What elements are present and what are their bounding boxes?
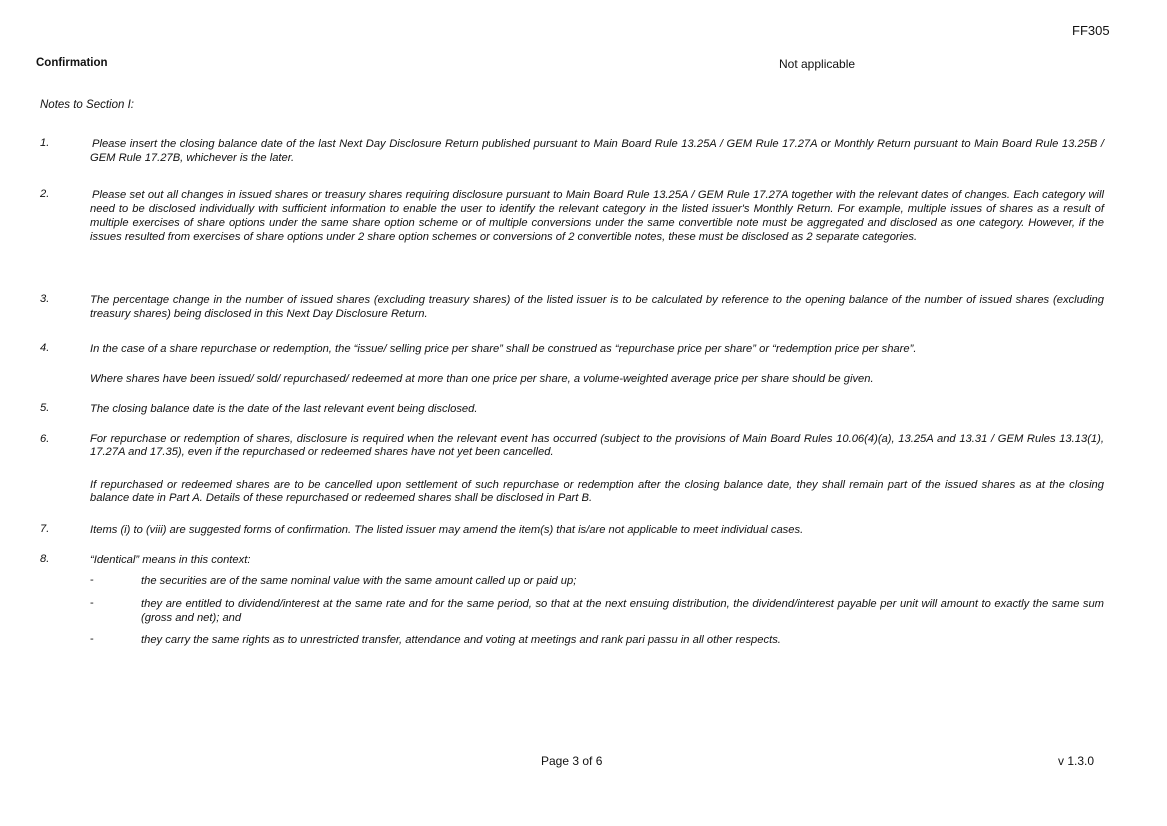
notes-heading: Notes to Section I: <box>40 99 134 111</box>
note-text-continued: Where shares have been issued/ sold/ repurchased/ redeemed at more than one price per share, a volume-weighted average price per share should be given. <box>90 373 874 385</box>
bullet-text: the securities are of the same nominal value with the same amount called up or paid up; <box>141 575 577 587</box>
note-number: 8. <box>40 553 50 565</box>
version-label: v 1.3.0 <box>1058 754 1095 768</box>
note-number: 6. <box>40 433 50 445</box>
note-text: Please set out all changes in issued shares or treasury shares requiring disclosure pursuant to Main Board Rule 13.25A / GEM Rule 17.27A together with the relevant dates of changes. Each category will need to be disclosed individually with sufficient information to enable the user to identify the relevant category in the listed issuer's Monthly Return. For example, multiple issues of shares as a result of multiple exercises of share options under the same share option scheme or of multiple conversions under the same convertible note must be aggregated and disclosed as one category. However, if the issues resulted from exercises of share options under 2 share option schemes or conversions of 2 convertible notes, these must be disclosed as 2 separate categories. <box>90 189 1104 243</box>
page-number: Page 3 of 6 <box>541 754 603 768</box>
note-number: 5. <box>40 402 50 414</box>
bullet-text: they are entitled to dividend/interest at the same rate and for the same period, so that at the next ensuing distribution, the dividend/interest payable per unit will amount to exactly the same sum (gross and net); and <box>141 598 1104 624</box>
confirmation-value: Not applicable <box>779 57 856 71</box>
bullet-dash: - <box>90 597 94 609</box>
note-text: In the case of a share repurchase or redemption, the “issue/ selling price per share” shall be construed as “repurchase price per share” or “redemption price per share”. <box>90 343 917 355</box>
note-number: 3. <box>40 293 50 305</box>
note-text: For repurchase or redemption of shares, disclosure is required when the relevant event has occurred (subject to the provisions of Main Board Rules 10.06(4)(a), 13.25A and 13.31 / GEM Rules 13.13(1), 17.27A and 17.35), even if the repurchased or redeemed shares have not yet been cancelled. <box>90 433 1104 458</box>
note-number: 2. <box>40 188 50 200</box>
note-text: “Identical” means in this context: <box>90 554 251 566</box>
note-number: 4. <box>40 342 50 354</box>
confirmation-label: Confirmation <box>36 57 108 69</box>
bullet-text: they carry the same rights as to unrestricted transfer, attendance and voting at meetings and rank pari passu in all other respects. <box>141 634 781 646</box>
note-number: 7. <box>40 523 50 535</box>
note-text: The percentage change in the number of issued shares (excluding treasury shares) of the listed issuer is to be calculated by reference to the opening balance of the number of issued shares (excluding treasury shares) being disclosed in this Next Day Disclosure Return. <box>90 294 1104 320</box>
bullet-dash: - <box>90 633 94 645</box>
note-text-continued: If repurchased or redeemed shares are to be cancelled upon settlement of such repurchase or redemption after the closing balance date, they shall remain part of the issued shares as at the closing balance date in Part A. Details of these repurchased or redeemed shares shall be disclosed in Part B. <box>90 479 1104 504</box>
form-code: FF305 <box>1072 23 1110 38</box>
note-text: The closing balance date is the date of the last relevant event being disclosed. <box>90 403 478 415</box>
note-text: Items (i) to (viii) are suggested forms of confirmation. The listed issuer may amend the item(s) that is/are not applicable to meet individual cases. <box>90 524 804 536</box>
note-text: Please insert the closing balance date of the last Next Day Disclosure Return published pursuant to Main Board Rule 13.25A / GEM Rule 17.27A or Monthly Return pursuant to Main Board Rule 13.25B / GEM Rule 17.27B, whichever is the later. <box>90 138 1104 164</box>
bullet-dash: - <box>90 574 94 586</box>
note-number: 1. <box>40 137 50 149</box>
